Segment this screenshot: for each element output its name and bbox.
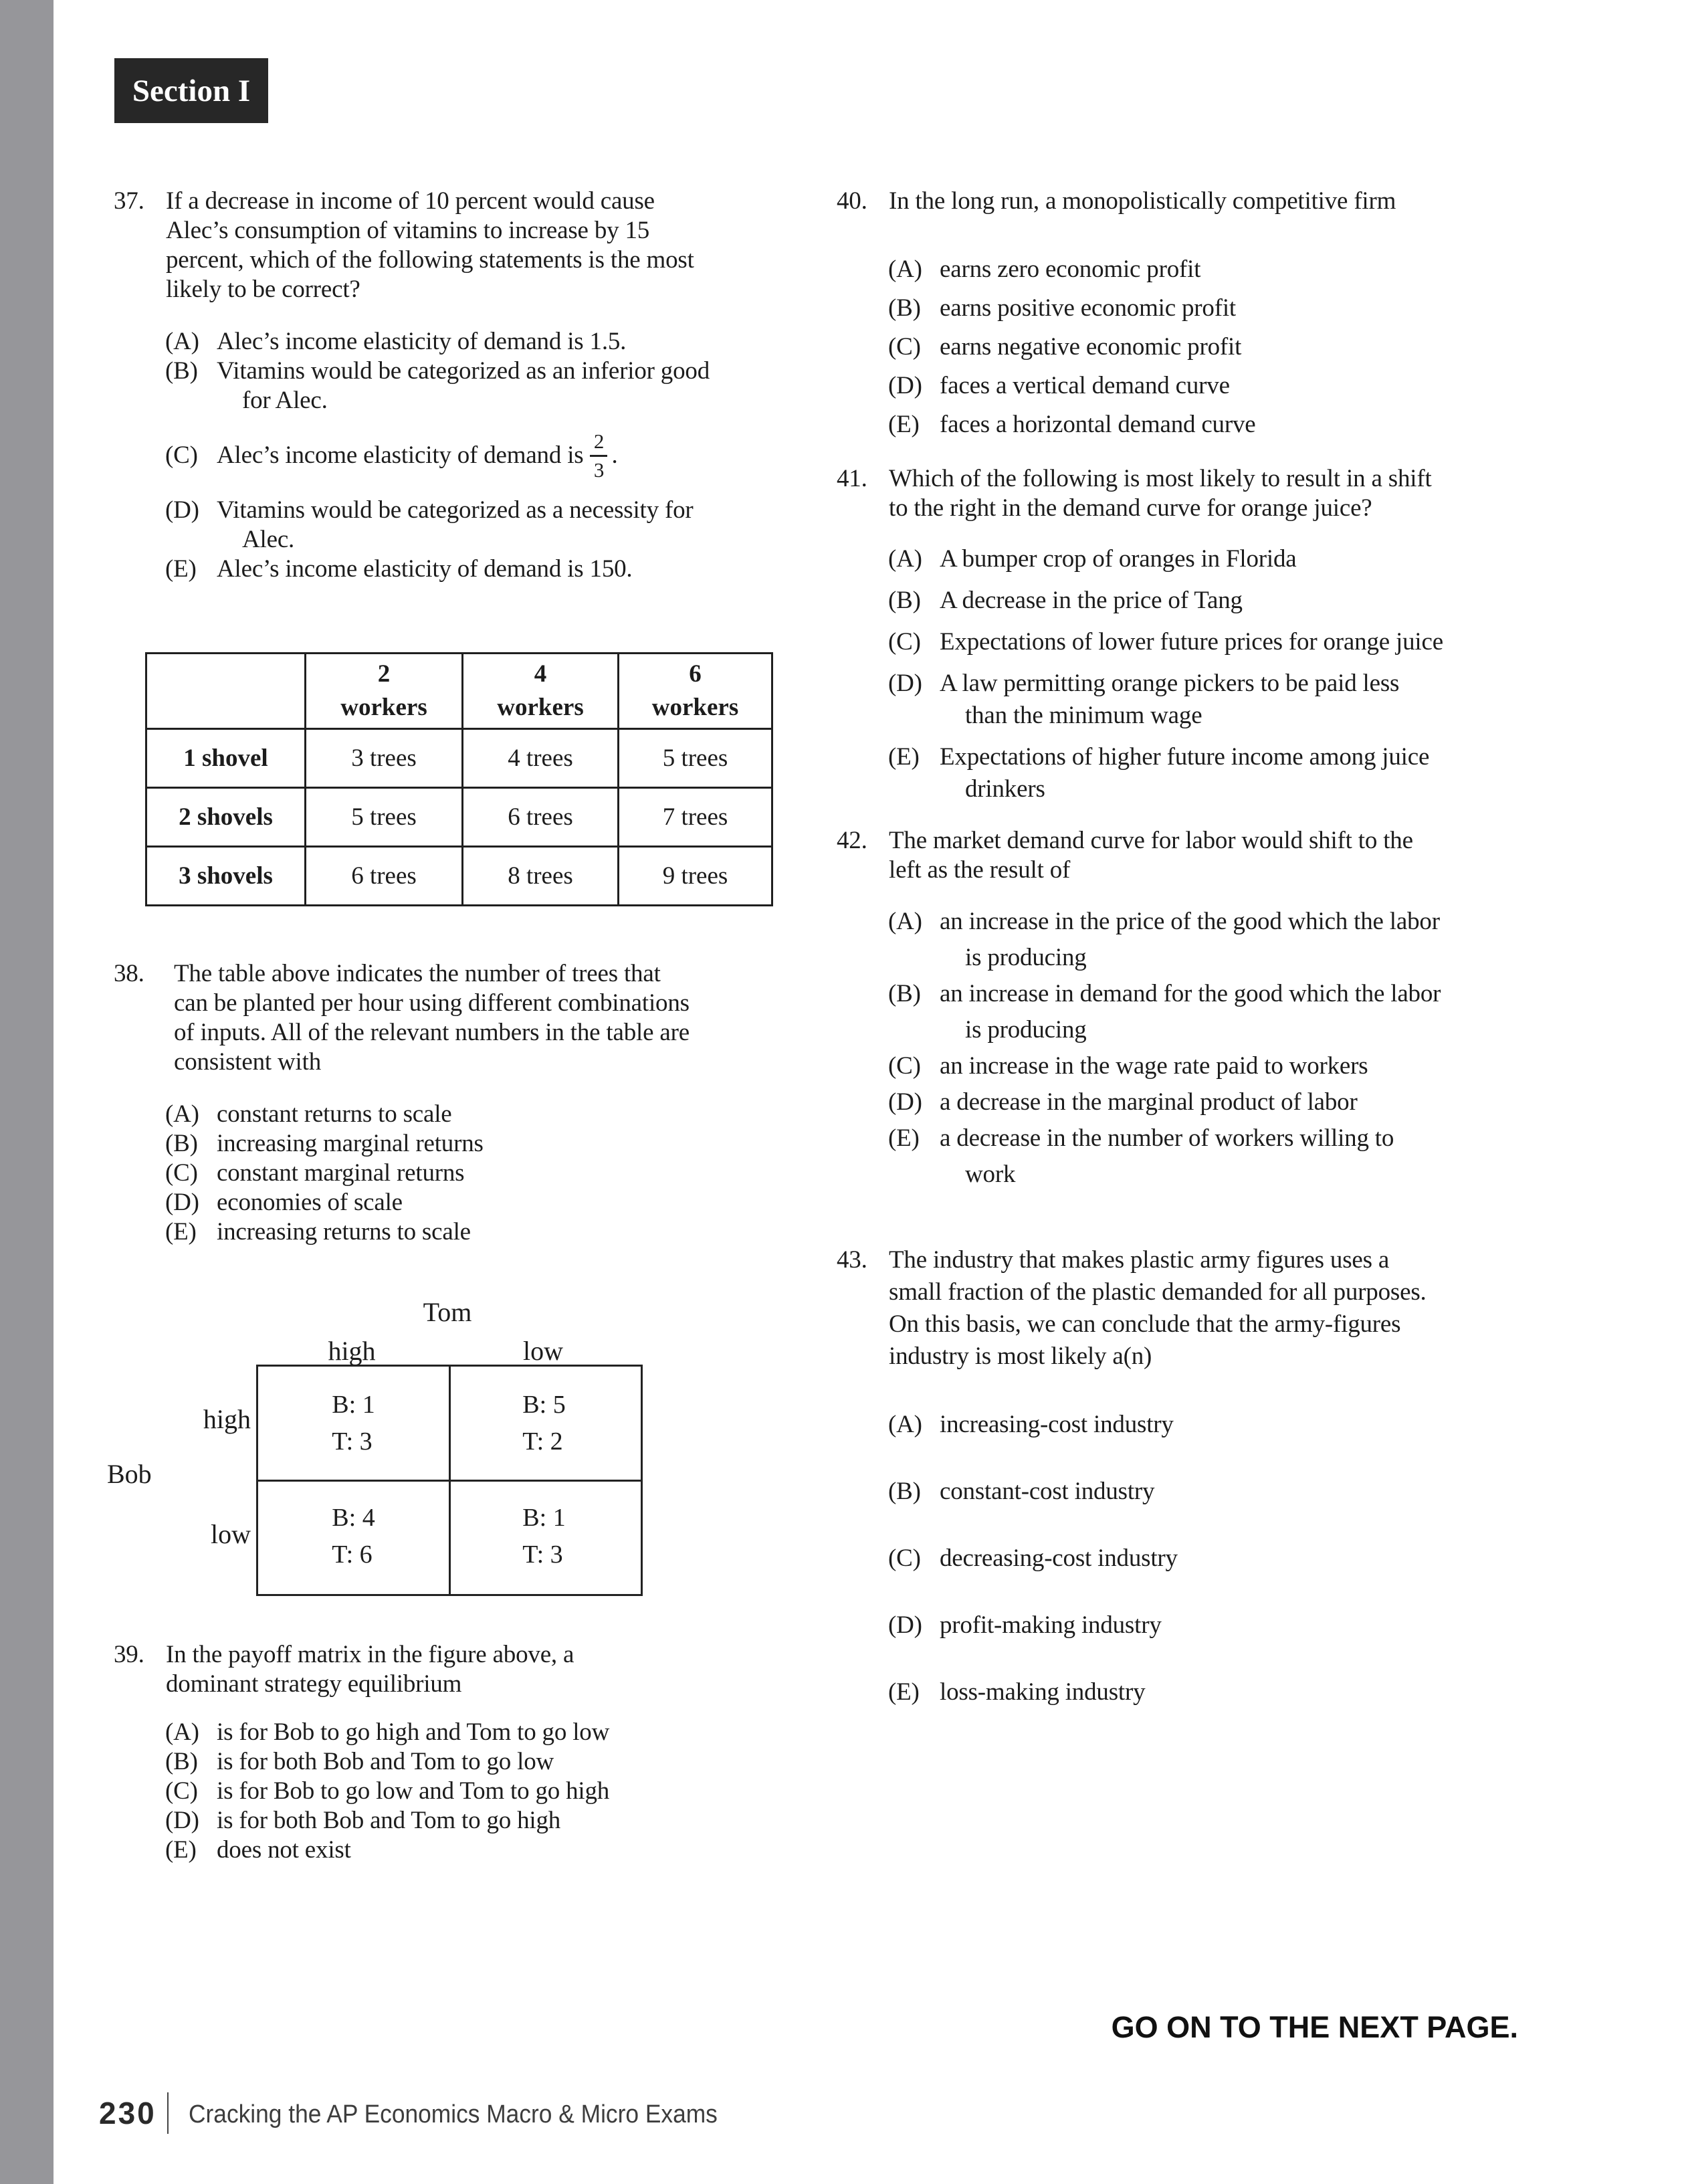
option-text: A bumper crop of oranges in Florida <box>940 545 1297 573</box>
option-text: is for both Bob and Tom to go high <box>217 1807 561 1834</box>
payoff-matrix <box>256 1365 643 1596</box>
option-text: earns zero economic profit <box>940 256 1201 283</box>
header-line: 6 <box>689 660 702 688</box>
payoff-tom: T: 2 <box>522 1427 563 1456</box>
option-label: (B) <box>165 357 198 385</box>
option-text: is producing <box>965 1016 1087 1044</box>
option-label: (B) <box>888 587 921 614</box>
book-title: Cracking the AP Economics Macro & Micro Exams <box>189 2100 718 2128</box>
go-on-instruction: GO ON TO THE NEXT PAGE. <box>1111 2010 1518 2044</box>
option-label: (D) <box>888 1611 922 1639</box>
matrix-column-label-high: high <box>328 1336 376 1366</box>
header-line: 2 <box>377 660 391 688</box>
option-row <box>888 1544 1633 1573</box>
option-row <box>165 415 789 496</box>
option-row <box>165 1217 789 1247</box>
table-row-header: 3 shovels <box>146 847 306 906</box>
option-text: than the minimum wage <box>965 702 1202 729</box>
option-row <box>165 1129 789 1159</box>
payoff-tom: T: 6 <box>332 1540 373 1569</box>
option-row <box>888 332 1633 362</box>
header-line: workers <box>651 694 739 721</box>
question-text-line: to the right in the demand curve for orange juice? <box>889 494 1372 522</box>
option-row <box>888 294 1633 323</box>
option-label: (A) <box>165 328 199 355</box>
question-text-line: small fraction of the plastic demanded for all purposes. <box>889 1278 1427 1306</box>
left-margin-bar <box>0 0 54 2184</box>
option-text: earns negative economic profit <box>940 333 1242 361</box>
option-label: (E) <box>888 743 920 771</box>
option-text: loss-making industry <box>940 1678 1146 1706</box>
option-row <box>165 1806 789 1835</box>
table-header-cell <box>463 654 619 729</box>
option-text: for Alec. <box>242 387 328 414</box>
table-header-cell <box>306 654 463 729</box>
option-label: (B) <box>888 980 921 1007</box>
option-label: (E) <box>165 1218 197 1246</box>
table-cell: 5 trees <box>306 788 463 847</box>
question-number: 40. <box>837 187 867 215</box>
options-list <box>165 1718 789 1865</box>
table-header-row <box>146 654 772 729</box>
question-number: 39. <box>114 1641 144 1668</box>
option-label: (C) <box>165 441 198 469</box>
question-41 <box>837 464 1633 815</box>
option-label: (B) <box>888 294 921 322</box>
option-text: faces a horizontal demand curve <box>940 411 1256 438</box>
option-text: an increase in demand for the good which the labor <box>940 980 1441 1007</box>
option-text <box>217 415 789 496</box>
options-list <box>888 255 1633 439</box>
options-list <box>888 543 1633 805</box>
question-text-line: dominant strategy equilibrium <box>166 1670 462 1698</box>
option-text: constant-cost industry <box>940 1478 1155 1505</box>
section-badge <box>114 58 268 123</box>
question-text-line: If a decrease in income of 10 percent would cause <box>166 187 655 215</box>
option-label: (A) <box>888 908 922 935</box>
option-row <box>888 585 1633 617</box>
option-text: Expectations of higher future income among juice <box>940 743 1430 771</box>
option-row <box>165 496 789 555</box>
option-row <box>888 543 1633 575</box>
option-row <box>888 1477 1633 1506</box>
fraction-denominator: 3 <box>593 458 605 482</box>
option-label: (C) <box>165 1159 198 1187</box>
option-text: Expectations of lower future prices for orange juice <box>940 628 1443 656</box>
question-42 <box>837 826 1633 1193</box>
option-label: (D) <box>165 1807 199 1834</box>
table-corner-cell <box>146 654 306 729</box>
footer-divider <box>167 2092 169 2134</box>
question-37 <box>114 187 789 584</box>
question-40 <box>837 187 1633 449</box>
option-row <box>888 1678 1633 1707</box>
option-row <box>165 1718 789 1747</box>
question-text-line: In the payoff matrix in the figure above, a <box>166 1641 574 1668</box>
question-text-line: industry is most likely a(n) <box>889 1343 1152 1370</box>
option-row <box>165 1747 789 1777</box>
matrix-cell-high-low <box>449 1367 639 1480</box>
option-text: is producing <box>965 944 1087 971</box>
question-text-line: On this basis, we can conclude that the army-figures <box>889 1310 1401 1338</box>
question-text-line: can be planted per hour using different combinations <box>174 989 690 1017</box>
option-text: earns positive economic profit <box>940 294 1237 322</box>
option-text: A law permitting orange pickers to be paid less <box>940 670 1400 697</box>
option-label: (D) <box>165 1189 199 1216</box>
payoff-bob: B: 1 <box>332 1390 375 1419</box>
option-text: Alec’s income elasticity of demand is 150. <box>217 555 633 583</box>
option-label: (A) <box>165 1718 199 1746</box>
option-label: (C) <box>165 1777 198 1805</box>
question-text <box>114 1640 789 1699</box>
option-row <box>165 1159 789 1188</box>
question-text-line: The industry that makes plastic army figures uses a <box>889 1246 1390 1274</box>
table-header-cell <box>619 654 772 729</box>
option-label: (B) <box>165 1130 198 1157</box>
option-text-pre: Alec’s income elasticity of demand is <box>217 441 584 469</box>
question-text <box>837 826 1633 885</box>
option-text: increasing marginal returns <box>217 1130 484 1157</box>
option-row <box>888 1084 1633 1120</box>
matrix-row-label-high: high <box>203 1404 251 1434</box>
option-row <box>165 1777 789 1806</box>
table-cell: 7 trees <box>619 788 772 847</box>
option-label: (B) <box>888 1478 921 1505</box>
payoff-bob: B: 4 <box>332 1503 375 1532</box>
question-text-line: The table above indicates the number of trees that <box>174 960 661 987</box>
option-text: A decrease in the price of Tang <box>940 587 1243 614</box>
option-row <box>888 668 1633 732</box>
option-row <box>165 1835 789 1865</box>
table-row <box>146 729 772 788</box>
option-row <box>888 1048 1633 1084</box>
option-row <box>165 1188 789 1217</box>
option-text: Vitamins would be categorized as a necessity for <box>217 496 694 524</box>
option-text: does not exist <box>217 1836 351 1864</box>
option-text: an increase in the price of the good which the labor <box>940 908 1440 935</box>
option-text: Vitamins would be categorized as an inferior good <box>217 357 710 385</box>
question-text <box>837 1244 1633 1373</box>
option-text: increasing returns to scale <box>217 1218 471 1246</box>
question-38 <box>114 959 789 1247</box>
option-row <box>888 1611 1633 1640</box>
matrix-cell-high-high <box>258 1367 449 1480</box>
matrix-cell-low-high <box>258 1480 449 1593</box>
matrix-cell-low-low <box>449 1480 639 1593</box>
fraction <box>590 430 607 482</box>
option-text: economies of scale <box>217 1189 403 1216</box>
table-cell: 6 trees <box>463 788 619 847</box>
header-line: workers <box>497 694 584 721</box>
question-text-line: left as the result of <box>889 856 1071 884</box>
table-cell: 3 trees <box>306 729 463 788</box>
question-text-line: In the long run, a monopolistically competitive firm <box>889 187 1396 215</box>
option-row <box>888 976 1633 1048</box>
options-list <box>165 327 789 584</box>
option-text: a decrease in the number of workers willing to <box>940 1124 1394 1152</box>
payoff-tom: T: 3 <box>332 1427 373 1456</box>
option-label: (C) <box>888 333 921 361</box>
option-text: Alec’s income elasticity of demand is 1.5. <box>217 328 627 355</box>
option-label: (E) <box>165 1836 197 1864</box>
option-row <box>888 904 1633 976</box>
header-line: 4 <box>534 660 547 688</box>
option-label: (B) <box>165 1748 198 1775</box>
question-text-line: consistent with <box>174 1048 322 1076</box>
question-number: 41. <box>837 465 867 492</box>
section-label: Section I <box>132 73 251 108</box>
option-text: is for Bob to go high and Tom to go low <box>217 1718 610 1746</box>
option-text: constant returns to scale <box>217 1100 452 1128</box>
question-number: 42. <box>837 827 867 854</box>
option-row <box>888 741 1633 805</box>
question-number: 37. <box>114 187 144 215</box>
matrix-column-player: Tom <box>423 1297 472 1327</box>
option-label: (A) <box>888 256 922 283</box>
input-output-table <box>145 652 773 906</box>
option-row <box>888 1120 1633 1193</box>
option-text-post: . <box>611 441 618 469</box>
question-39 <box>114 1640 789 1865</box>
page-number: 230 <box>99 2096 156 2130</box>
option-label: (D) <box>888 670 922 697</box>
option-row <box>165 555 789 584</box>
option-row <box>888 410 1633 439</box>
option-label: (C) <box>888 1545 921 1572</box>
option-row <box>165 327 789 357</box>
matrix-column-label-low: low <box>523 1336 563 1366</box>
question-text-line: percent, which of the following statements is the most <box>166 246 694 274</box>
question-text-line: of inputs. All of the relevant numbers in the table are <box>174 1019 690 1046</box>
option-label: (C) <box>888 1052 921 1080</box>
option-text: constant marginal returns <box>217 1159 465 1187</box>
payoff-tom: T: 3 <box>522 1540 563 1569</box>
option-row <box>165 1100 789 1129</box>
question-number: 43. <box>837 1246 867 1274</box>
options-list <box>888 1410 1633 1707</box>
option-label: (E) <box>888 1124 920 1152</box>
option-label: (D) <box>165 496 199 524</box>
option-row <box>888 1410 1633 1440</box>
option-text: decreasing-cost industry <box>940 1545 1178 1572</box>
option-label: (E) <box>165 555 197 583</box>
option-text: drinkers <box>965 775 1045 803</box>
option-text: work <box>965 1161 1016 1188</box>
table-cell: 6 trees <box>306 847 463 906</box>
options-list <box>165 1100 789 1247</box>
option-label: (C) <box>888 628 921 656</box>
question-text <box>114 187 789 304</box>
option-label: (D) <box>888 372 922 399</box>
option-text: profit-making industry <box>940 1611 1162 1639</box>
table-row-header: 2 shovels <box>146 788 306 847</box>
payoff-bob: B: 1 <box>522 1503 566 1532</box>
option-text: a decrease in the marginal product of labor <box>940 1088 1358 1116</box>
question-text-line: Alec’s consumption of vitamins to increase by 15 <box>166 217 650 244</box>
question-text <box>837 464 1633 523</box>
option-label: (E) <box>888 411 920 438</box>
question-text <box>114 959 789 1077</box>
option-label: (A) <box>888 1411 922 1438</box>
option-row <box>888 255 1633 284</box>
question-text-line: Which of the following is most likely to result in a shift <box>889 465 1432 492</box>
option-text: increasing-cost industry <box>940 1411 1174 1438</box>
table-row <box>146 847 772 906</box>
table-cell: 4 trees <box>463 729 619 788</box>
option-text: is for Bob to go low and Tom to go high <box>217 1777 610 1805</box>
option-row <box>888 626 1633 658</box>
option-row <box>165 357 789 415</box>
payoff-bob: B: 5 <box>522 1390 566 1419</box>
option-text: is for both Bob and Tom to go low <box>217 1748 554 1775</box>
option-text: faces a vertical demand curve <box>940 372 1230 399</box>
option-row <box>888 371 1633 401</box>
option-label: (D) <box>888 1088 922 1116</box>
question-text-line: The market demand curve for labor would shift to the <box>889 827 1413 854</box>
fraction-numerator: 2 <box>593 429 605 453</box>
option-label: (A) <box>165 1100 199 1128</box>
options-list <box>888 904 1633 1193</box>
table-cell: 9 trees <box>619 847 772 906</box>
question-text-line: likely to be correct? <box>166 276 360 303</box>
question-number: 38. <box>114 960 144 987</box>
table-row-header: 1 shovel <box>146 729 306 788</box>
table-cell: 5 trees <box>619 729 772 788</box>
option-label: (A) <box>888 545 922 573</box>
matrix-row-label-low: low <box>211 1519 251 1549</box>
table-cell: 8 trees <box>463 847 619 906</box>
header-line: workers <box>340 694 427 721</box>
fraction-bar <box>590 455 607 457</box>
option-label: (E) <box>888 1678 920 1706</box>
option-text: Alec. <box>242 526 295 553</box>
question-text <box>837 187 1633 216</box>
question-43 <box>837 1244 1633 1745</box>
option-text: an increase in the wage rate paid to workers <box>940 1052 1368 1080</box>
table-row <box>146 788 772 847</box>
matrix-row-player: Bob <box>107 1459 152 1489</box>
